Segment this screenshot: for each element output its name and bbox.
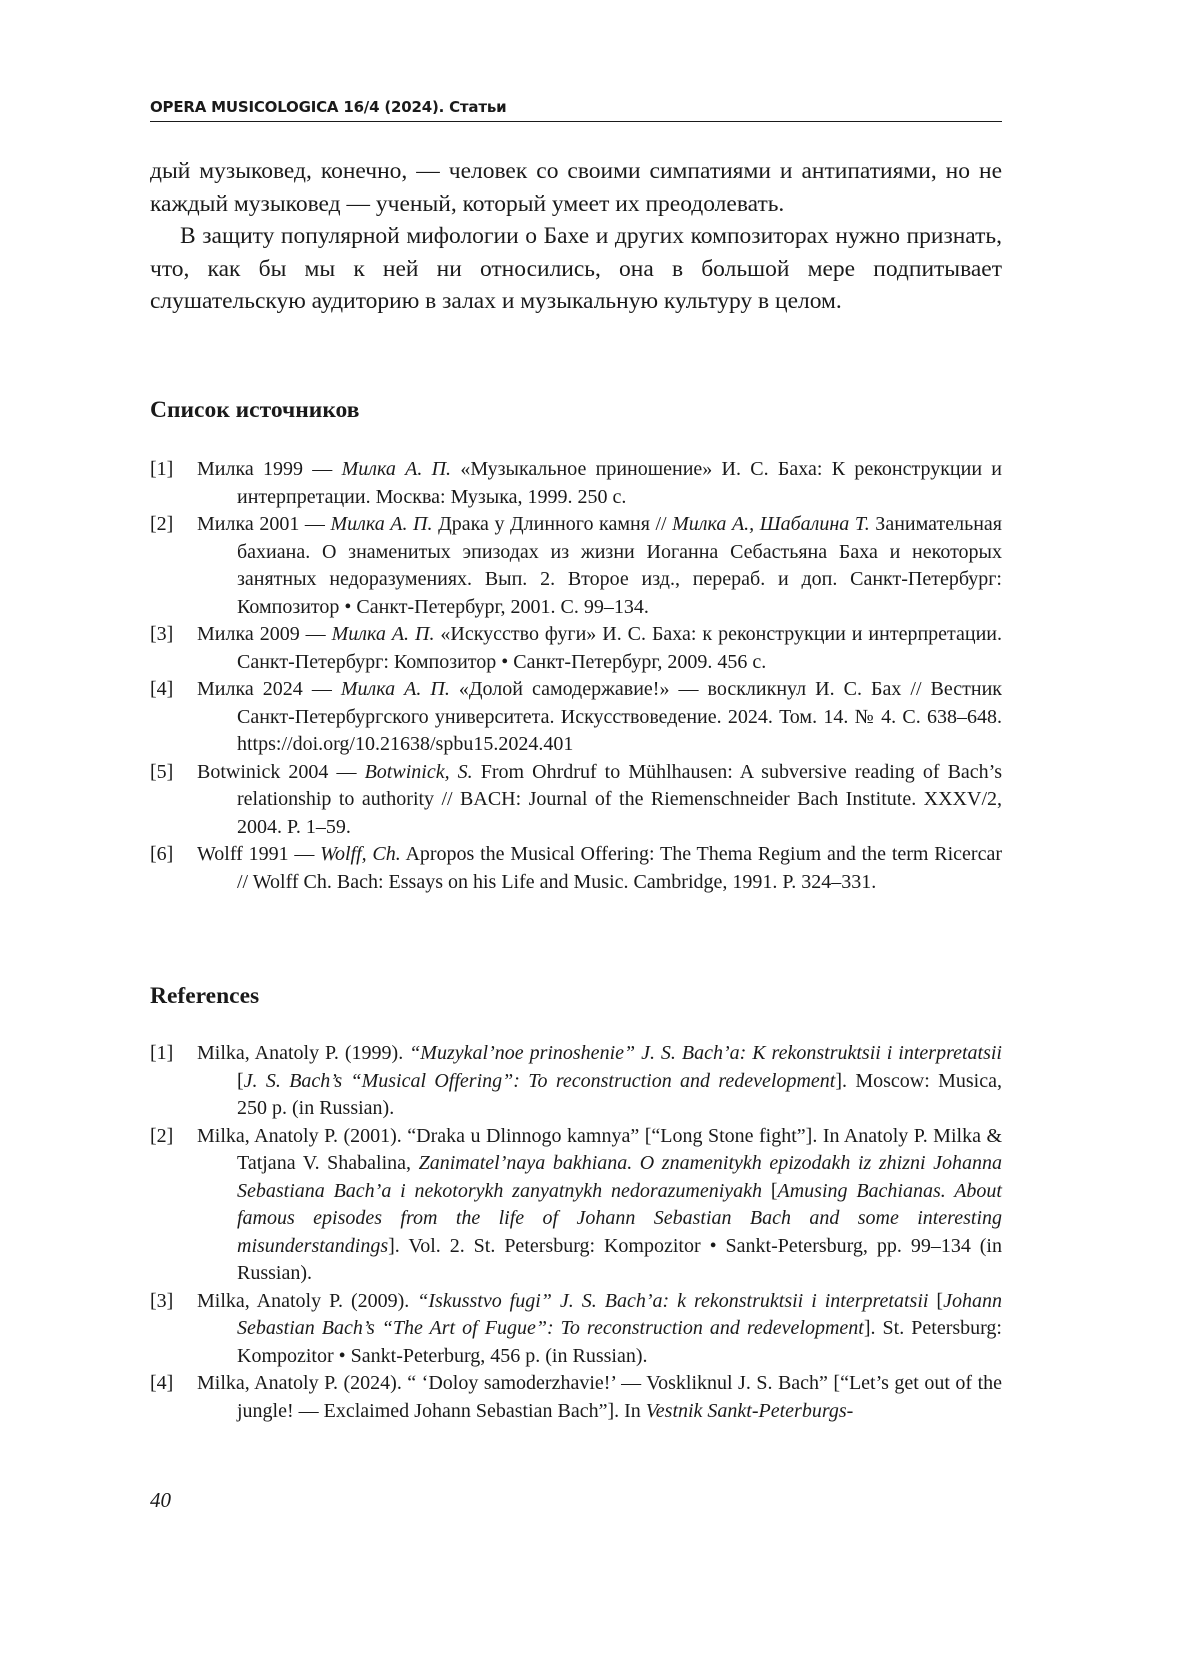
reference-text: Milka, Anatoly P. (2009). xyxy=(197,1290,417,1312)
source-author: Милка А. П. xyxy=(342,458,451,480)
source-number: [2] xyxy=(150,511,173,539)
reference-translation: Johann Sebastian Bach’s “The Art of Fugue”: To reconstruction and redevelopment xyxy=(237,1290,1002,1340)
reference-number: [4] xyxy=(150,1370,173,1398)
source-lead: Милка 2009 — xyxy=(197,623,332,645)
reference-text: Milka, Anatoly P. (1999). xyxy=(197,1042,409,1064)
sources-list xyxy=(150,456,1002,896)
reference-item xyxy=(150,1370,1002,1425)
source-text: Apropos the Musical Offering: The Thema Regium and the term Ricercar // Wolff Ch. Bach: Essays on his Life and Music. Cambridge, 1991. P. 324–331. xyxy=(237,843,1002,893)
reference-item xyxy=(150,1040,1002,1123)
page-number: 40 xyxy=(150,1488,171,1513)
references-heading: References xyxy=(150,983,1002,1010)
references-list xyxy=(150,1040,1002,1425)
reference-number: [1] xyxy=(150,1040,173,1068)
source-text: «Музыкальное приношение» И. С. Баха: К реконструкции и интерпретации. Москва: Музыка, 1999. 250 с. xyxy=(237,458,1002,508)
source-author: Botwinick, S. xyxy=(365,761,473,783)
source-author-secondary: Милка А., Шабалина Т. xyxy=(672,513,870,535)
journal-page xyxy=(0,0,1200,1674)
reference-text: [ xyxy=(928,1290,943,1312)
source-number: [1] xyxy=(150,456,173,484)
sources-heading: Список источников xyxy=(150,397,1002,424)
body-paragraph: В защиту популярной мифологии о Бахе и других композиторах нужно признать, что, как бы мы к ней ни относились, она в большой мере подпитывает слушательскую аудиторию в залах и музыкальную культуру в целом. xyxy=(150,220,1002,318)
reference-translation: J. S. Bach’s “Musical Offering”: To reconstruction and redevelopment xyxy=(244,1070,836,1092)
reference-number: [3] xyxy=(150,1288,173,1316)
reference-text: [ xyxy=(237,1070,244,1092)
source-author: Wolff, Ch. xyxy=(320,843,401,865)
source-item xyxy=(150,759,1002,842)
reference-text: Milka, Anatoly P. (2024). “ ‘Doloy samoderzhavie!’ — Voskliknul J. S. Bach” [“Let’s get out of the jungle! — Exclaimed Johann Sebastian Bach”]. In xyxy=(197,1372,1002,1422)
source-author: Милка А. П. xyxy=(341,678,450,700)
reference-text: Milka, Anatoly P. (2001). “Draka u Dlinnogo kamnya” [“Long Stone fight”]. In Anatoly P. Milka & Tatjana V. Shabalina, xyxy=(197,1125,1002,1175)
body-paragraph: дый музыковед, конечно, — человек со своими симпатиями и антипатиями, но не каждый музыковед — ученый, который умеет их преодолевать. xyxy=(150,155,1002,220)
source-lead: Wolff 1991 — xyxy=(197,843,320,865)
reference-title: “Iskusstvo fugi” J. S. Bach’a: k rekonstruktsii i interpretatsii xyxy=(417,1290,928,1312)
running-head: OPERA MUSICOLOGICA 16/4 (2024). Статьи xyxy=(150,98,1002,122)
source-number: [5] xyxy=(150,759,173,787)
source-item xyxy=(150,621,1002,676)
reference-item xyxy=(150,1288,1002,1371)
reference-item xyxy=(150,1123,1002,1288)
source-lead: Милка 2001 — xyxy=(197,513,330,535)
source-text-secondary: Занимательная бахиана. О знаменитых эпизодах из жизни Иоганна Себастьяна Баха и некоторых занятных недоразумениях. Вып. 2. Второе изд., перераб. и доп. Санкт-Петербург: Композитор • Санкт-Петербург, 2001. С. 99–134. xyxy=(237,513,1002,618)
reference-number: [2] xyxy=(150,1123,173,1151)
source-lead: Милка 1999 — xyxy=(197,458,342,480)
source-item xyxy=(150,456,1002,511)
source-author: Милка А. П. xyxy=(330,513,432,535)
source-number: [6] xyxy=(150,841,173,869)
source-number: [4] xyxy=(150,676,173,704)
source-text: From Ohrdruf to Mühlhausen: A subversive reading of Bach’s relationship to authority // BACH: Journal of the Riemenschneider Bach Institute. XXXV/2, 2004. P. 1–59. xyxy=(237,761,1002,838)
body-text xyxy=(150,155,1002,318)
source-item xyxy=(150,511,1002,621)
source-item xyxy=(150,676,1002,759)
reference-title: Vestnik Sankt-Peterburgs- xyxy=(646,1400,854,1422)
source-author: Милка А. П. xyxy=(332,623,435,645)
reference-title: “Muzykal’noe prinoshenie” J. S. Bach’a: K rekonstruktsii i interpretatsii xyxy=(409,1042,1002,1064)
source-text: «Искусство фуги» И. С. Баха: к реконструкции и интерпретации. Санкт-Петербург: Композитор • Санкт-Петербург, 2009. 456 с. xyxy=(237,623,1002,673)
source-text: Драка у Длинного камня // xyxy=(433,513,673,535)
reference-text: [ xyxy=(762,1180,777,1202)
reference-translation: Amusing Bachianas. About famous episodes from the life of Johann Sebastian Bach and some interesting misunderstandings xyxy=(237,1180,1002,1257)
reference-text: ]. St. Petersburg: Kompozitor • Sankt-Peterburg, 456 p. (in Russian). xyxy=(237,1317,1002,1367)
source-text: «Долой самодержавие!» — воскликнул И. С. Бах // Вестник Санкт-Петербургского университета. Искусствоведение. 2024. Том. 14. № 4. С. 638–648. https://doi.org/10.21638/spbu15.2024.401 xyxy=(237,678,1002,755)
source-item xyxy=(150,841,1002,896)
source-number: [3] xyxy=(150,621,173,649)
source-lead: Милка 2024 — xyxy=(197,678,341,700)
reference-text: ]. Moscow: Musica, 250 p. (in Russian). xyxy=(237,1070,1002,1120)
source-lead: Botwinick 2004 — xyxy=(197,761,365,783)
reference-text: ]. Vol. 2. St. Petersburg: Kompozitor • Sankt-Petersburg, pp. 99–134 (in Russian). xyxy=(237,1235,1002,1285)
reference-title: Zanimatel’naya bakhiana. O znamenitykh epizodakh iz zhizni Johanna Sebastiana Bach’a i nekotorykh zanyatnykh nedorazumeniyakh xyxy=(237,1152,1002,1202)
